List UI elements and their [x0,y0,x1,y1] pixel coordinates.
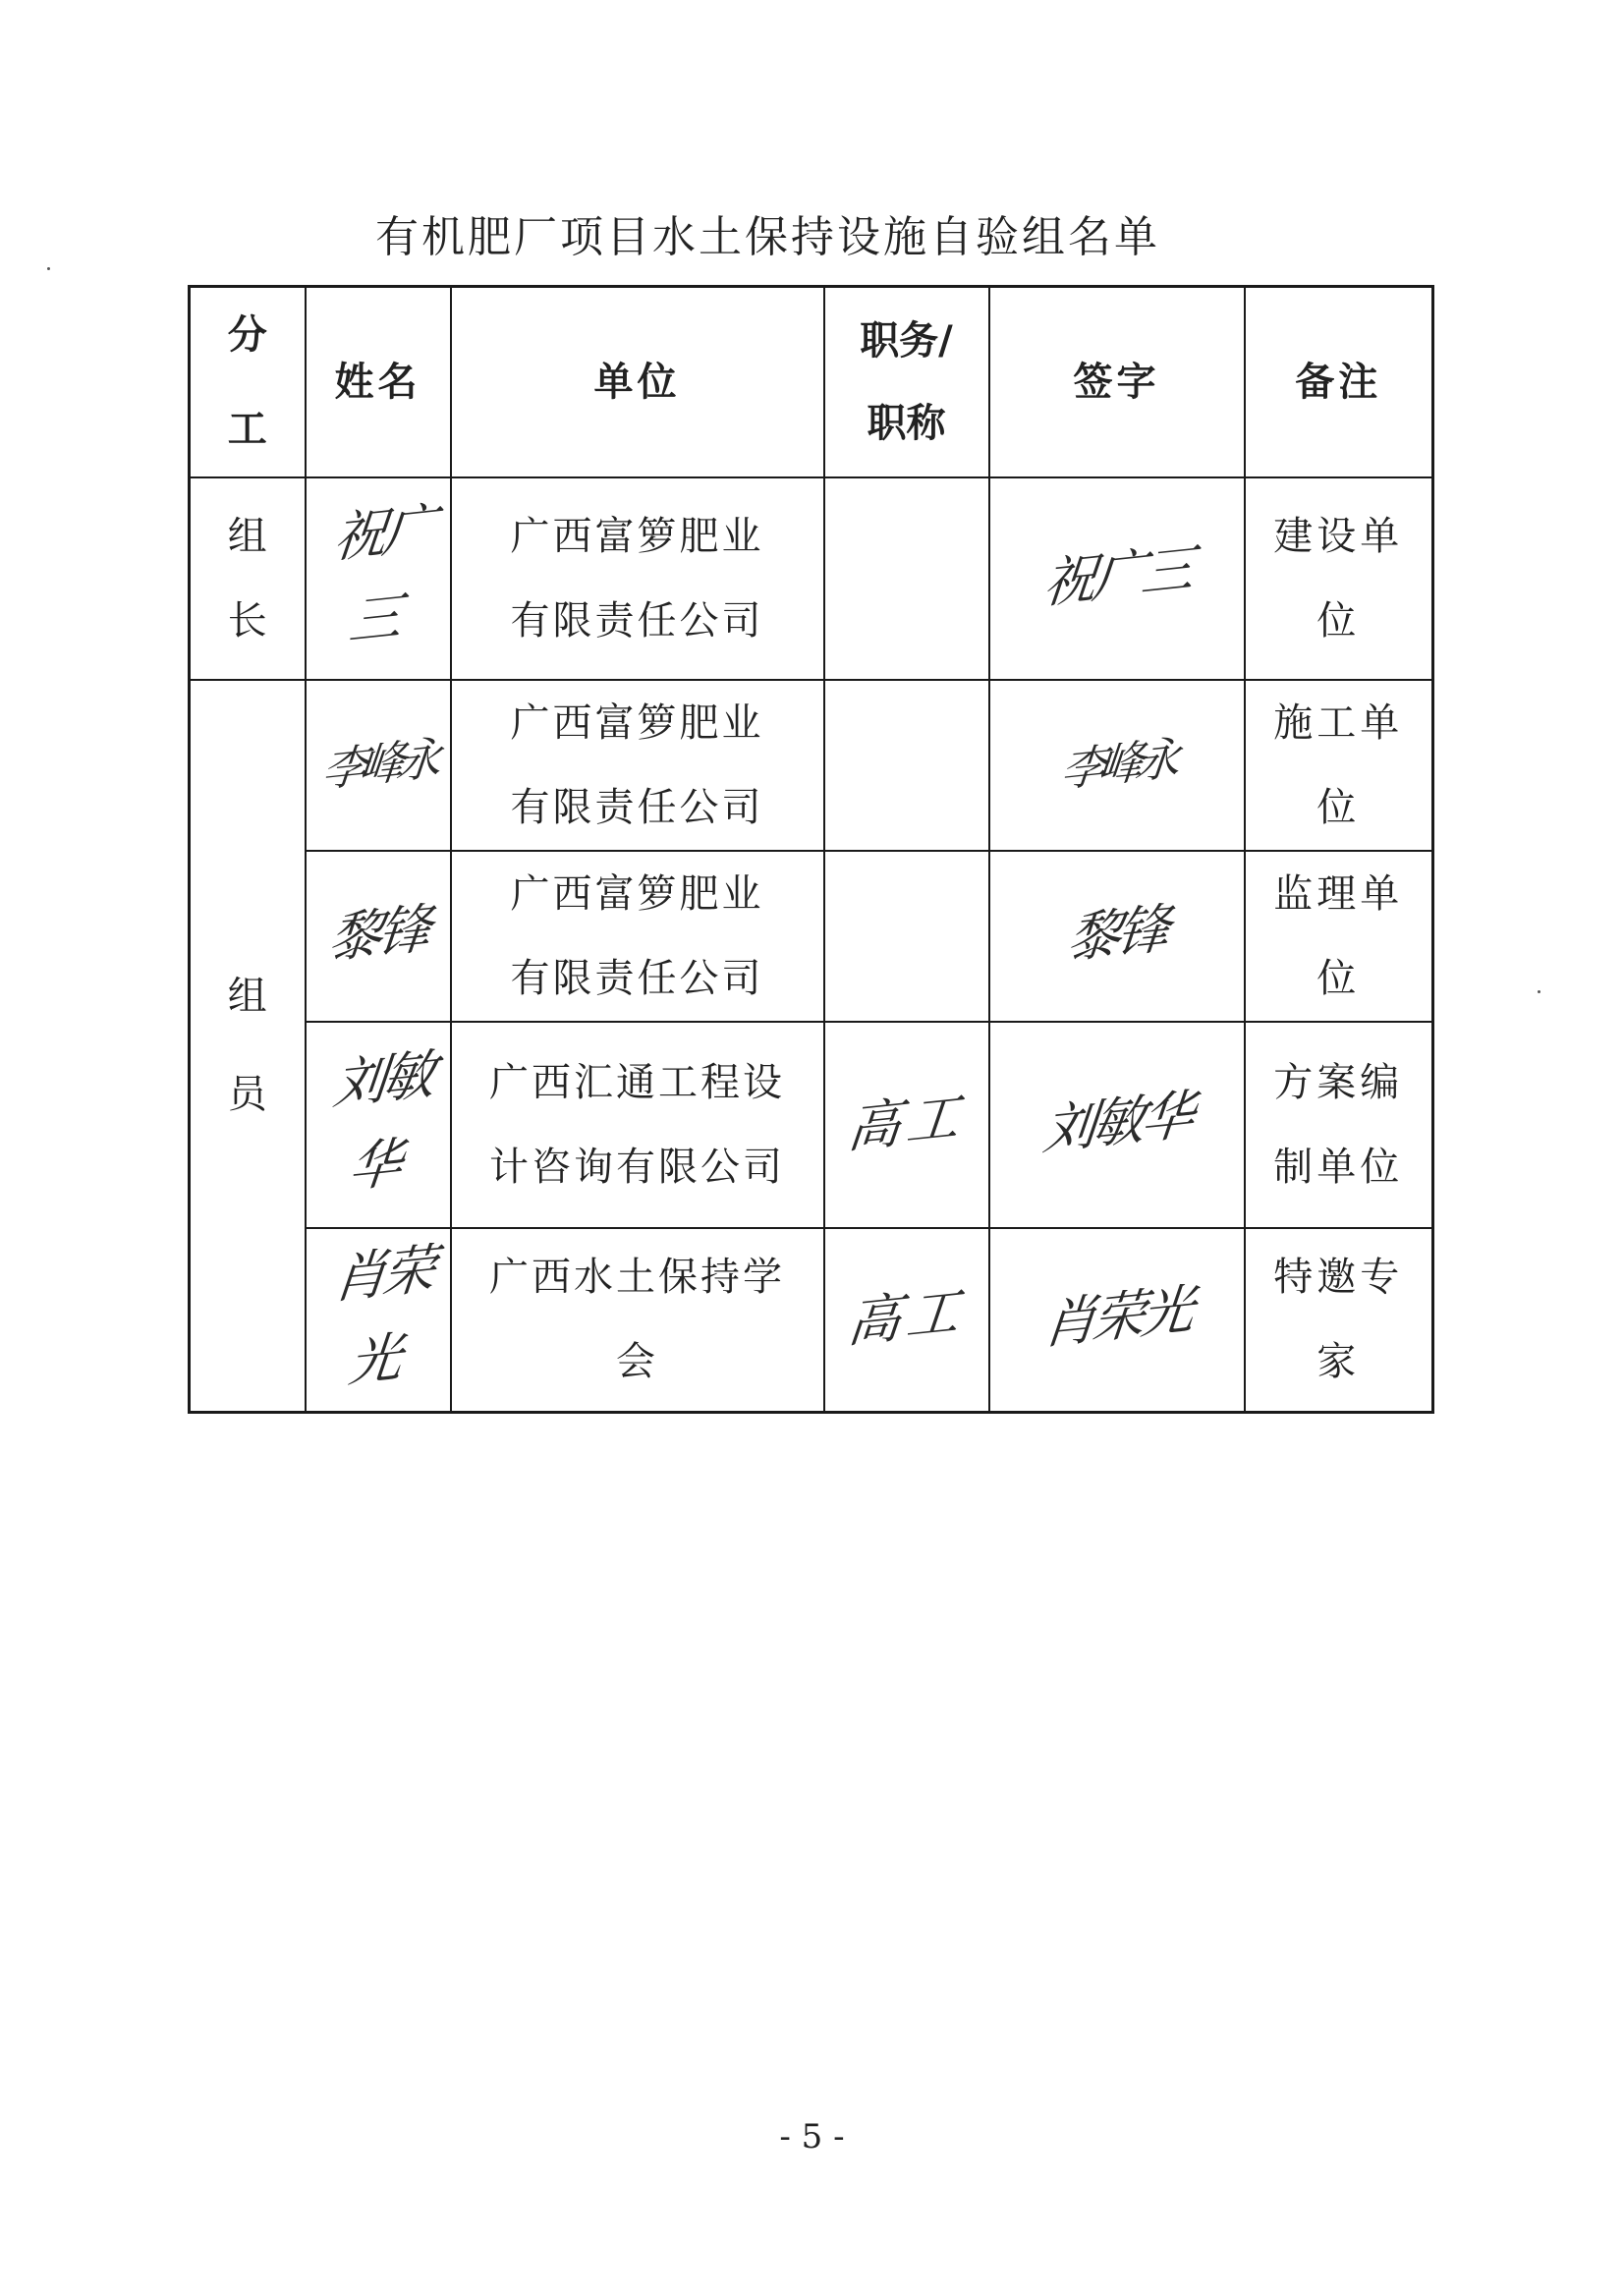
roster-table [188,285,1434,1414]
handwritten-name: 李峰永 [318,731,437,797]
handwritten-name: 祝广三 [330,496,435,653]
header-position-text: 职务/职称 [860,317,953,446]
header-row [190,287,1433,478]
header-remark: 备注 [1245,287,1433,478]
handwritten-name: 肖荣光 [330,1237,435,1394]
remark-cell [1245,477,1433,680]
name-cell [306,1022,451,1228]
header-name: 姓名 [306,287,451,478]
leader-role-text: 组长 [227,514,267,644]
header-unit: 单位 [451,287,824,478]
unit-text: 广西富箩肥业有限责任公司 [510,514,764,644]
scan-speck [1538,990,1540,993]
table-row [190,1022,1433,1228]
unit-cell [451,1228,824,1412]
member-role-text: 组员 [227,974,267,1118]
leader-role-cell [190,477,306,680]
position-cell [824,1022,989,1228]
unit-cell [451,477,824,680]
scan-speck [47,267,50,270]
signature-cell [989,1228,1245,1412]
name-cell [306,1228,451,1412]
unit-cell [451,680,824,851]
signature-cell [989,477,1245,680]
table-row [190,851,1433,1022]
remark-text: 建设单位 [1273,514,1404,644]
unit-cell [451,1022,824,1228]
member-role-cell [190,680,306,1412]
remark-cell [1245,851,1433,1022]
name-cell [306,477,451,680]
signature: 黎锋 [1064,896,1169,971]
handwritten-name: 黎锋 [325,896,430,971]
table-row [190,477,1433,680]
remark-cell [1245,1228,1433,1412]
remark-cell [1245,680,1433,851]
signature-cell [989,680,1245,851]
remark-text: 方案编制单位 [1273,1060,1404,1190]
unit-text: 广西水土保持学会 [489,1255,785,1385]
signature-cell [989,851,1245,1022]
unit-text: 广西富箩肥业有限责任公司 [510,871,764,1001]
unit-text: 广西富箩肥业有限责任公司 [510,700,764,830]
position-text: 高工 [844,1084,969,1160]
table-row [190,1228,1433,1412]
header-role [190,287,306,478]
signature-cell [989,1022,1245,1228]
header-position [824,287,989,478]
position-cell [824,680,989,851]
signature: 祝广三 [1039,536,1194,615]
table-row [190,680,1433,851]
name-cell [306,680,451,851]
page-number: - 5 - [779,2117,845,2156]
remark-text: 监理单位 [1273,871,1404,1001]
signature: 李峰永 [1057,731,1176,797]
unit-text: 广西汇通工程设计咨询有限公司 [489,1060,785,1190]
signature: 刘敏华 [1039,1083,1194,1161]
position-text: 高工 [844,1278,969,1355]
signature: 肖荣光 [1039,1277,1194,1357]
remark-text: 特邀专家 [1273,1255,1404,1385]
position-cell [824,851,989,1022]
position-cell [824,477,989,680]
document-title: 有机肥厂项目水土保持设施自验组名单 [375,212,1160,262]
header-role-text: 分工 [227,312,267,452]
remark-text: 施工单位 [1273,700,1404,830]
unit-cell [451,851,824,1022]
name-cell [306,851,451,1022]
header-signature: 签字 [989,287,1245,478]
position-cell [824,1228,989,1412]
remark-cell [1245,1022,1433,1228]
handwritten-name: 刘敏华 [330,1042,435,1200]
